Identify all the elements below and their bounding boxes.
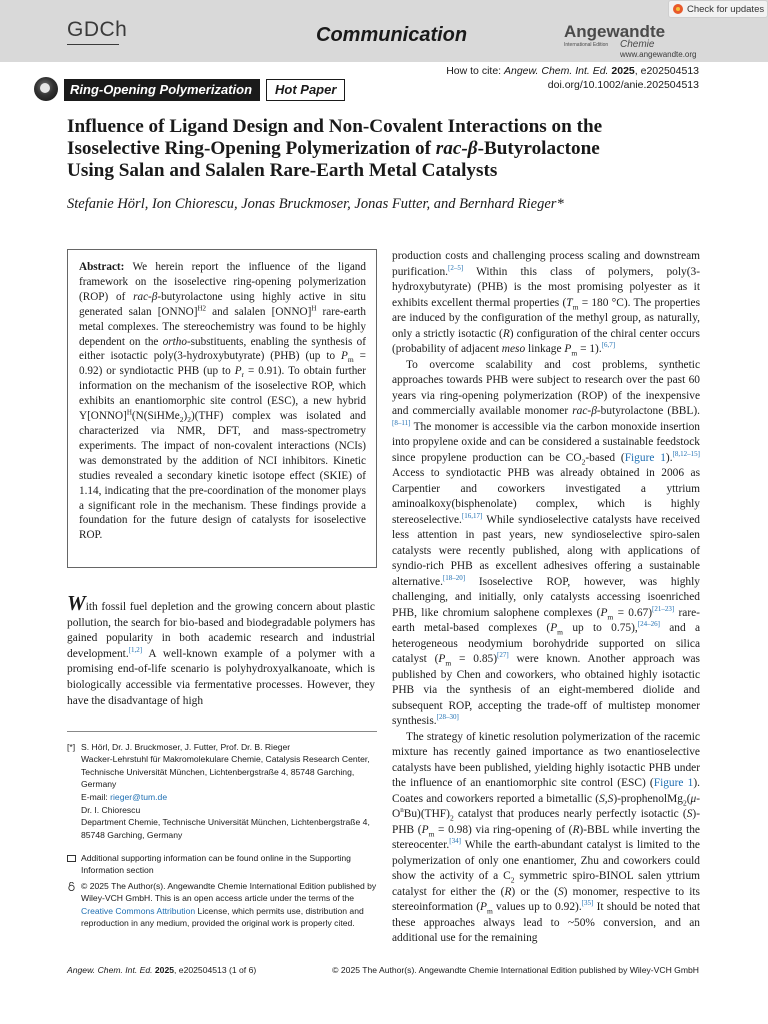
reference-link[interactable]: [34]	[449, 837, 461, 846]
reference-link[interactable]: [24–26]	[637, 620, 660, 629]
body-paragraph-1: production costs and challenging process scaling and downstream purification.[2–5] Within this class of polymers, poly(3-hydroxybutyrate) (PHB) is the most promising polyester as it exhibits excellent thermal properties ($T_m = 180$ °C). The properties are induced by the configuration of the methyl group, as naturally, only a strictly isotactic (R) configuration of the chiral center occurs (probability of adjacent meso linkage $P_m = 1).[6,7]$	[392, 250, 700, 358]
affiliation-footnote-2: Dr. I. Chiorescu Department Chemie, Technische Universität München, Lichtenbergstraße 4, 85748 Garching, Germany	[81, 805, 370, 840]
society-logo-rule	[67, 44, 119, 45]
topic-tag: Ring-Opening Polymerization	[64, 79, 260, 101]
check-for-updates-button[interactable]	[668, 0, 768, 18]
reference-link[interactable]: [35]	[581, 899, 594, 908]
drop-cap: W	[67, 591, 86, 615]
footnote-divider	[67, 731, 377, 732]
reference-link[interactable]: [27]	[497, 651, 509, 660]
journal-chemie: Chemie	[620, 39, 655, 50]
email-link[interactable]: rieger@tum.de	[110, 791, 168, 802]
journal-name: Angewandte	[564, 22, 666, 41]
cc-license-link[interactable]: Creative Commons Attribution	[81, 905, 196, 916]
reference-link[interactable]: [28–30]	[436, 713, 459, 722]
journal-url[interactable]: www.angewandte.org	[620, 50, 697, 59]
figure-link[interactable]: Figure 1	[653, 777, 694, 789]
article-title: Influence of Ligand Design and Non-Covalent Interactions on the Isoselective Ring-Opening Polymerization of rac-β-Butyrolactone Using Salan and Salalen Rare-Earth Metal Catalysts	[67, 116, 603, 181]
page-footer-citation: Angew. Chem. Int. Ed. 2025, e202504513 (1 of 6)	[67, 965, 257, 975]
abstract-text: Abstract: We herein report the influence of the ligand framework on the isoselective ring-opening polymerization (ROP) of rac-β-butyrolactone using highly active in situ generated salan [ONNO]$^{H2}$ and salalen [ONNO]$^H$ rare-earth metal complexes. The stereochemistry was found to be highly dependent on the ortho-substituents, enabling the synthesis of either isotactic poly(3-hydroxybutyrate) (PHB) (up to $P_m = 0.92$) or syndiotactic PHB (up to $P_r = 0.91$). To obtain further information on the mechanism of the isoselective ROP, which exhibits an enantiomorphic site control (ESC), a new hybrid $Y[ONNO]^H(N(SiHMe_2)_2)(THF)$ complex was isolated and characterized via NMR, DFT, and mass-spectrometry experiments. The impact of non-covalent interactions (NCIs) was demonstrated by the addition of NCI inhibitors. Kinetic studies revealed a secondary kinetic isotope effect (SKIE) of 1.14, indicating that the pre-coordination of the monomer plays a significant role in the mechanism. These findings provide a foundation for the future design of catalysts for isoselective ROP.	[79, 261, 367, 542]
reference-link[interactable]: [8,12–15]	[672, 449, 700, 458]
supporting-info-note: Additional supporting information can be found online in the Supporting Information section	[67, 852, 377, 877]
hot-paper-tag: Hot Paper	[266, 79, 345, 101]
society-logo: GDCh	[67, 18, 128, 41]
reference-link[interactable]: [1,2]	[128, 645, 143, 654]
body-paragraph-2: To overcome scalability and cost problems, synthetic approaches towards PHB were subject to research over the past 60 years via ring-opening polymerization (ROP) of the inexpensive and commercially available monomer rac-β-butyrolactone (BBL).[8–11] The monomer is accessible via the carbon monoxide insertion into propylene oxide and can be considered a sustainable feedstock since propylene production can be $CO_2$-based (Figure 1).[8,12–15] Access to syndiotactic PHB was already obtained in 2006 as Carpentier and coworkers investigated a yttrium aminoalkoxy(bisphenolate) complex, which is highly stereoselective.[16,17] While syndioselective catalysts have received less attention in past years, new syndioselective spiro-salen catalysts were recently published, along with applications of syndio-rich PHB as excellent adhesives offering a sustainable alternative.[18–20] Isoselective ROP, however, was highly challenging, and initially, only catalysts accessing isoenriched PHB, like chromium salophene complexes $(P_m = 0.67)[21-23]$ rare-earth metal-based complexes ($P_m$ up to 0.75),[24–26] and a heterogeneous neodymium borohydride supported on silica catalyst $(P_m = 0.85)[27]$ were known. Another approach was published by Chen and coworkers, who obtained highly isotactic PHB via the synthesis of an eight-membered diolide and subsequent ROP, accepting the trade-off of multistep monomer synthesis.[28–30]	[392, 358, 701, 727]
reference-link[interactable]: [18–20]	[442, 573, 466, 582]
open-access-note: © 2025 The Author(s). Angewandte Chemie International Edition published by Wiley-VCH GmbH. This is an open access article under the terms of the Creative Commons Attribution License, which permits use, distribution and reproduction in any medium, provided the original work is properly cited.	[67, 880, 377, 930]
right-column-body	[392, 249, 700, 947]
page-footer-copyright: © 2025 The Author(s). Angewandte Chemie International Edition published by Wiley-VCH GmbH	[332, 965, 699, 975]
reference-link[interactable]: [21–23]	[652, 604, 675, 613]
monitor-icon	[67, 855, 76, 862]
open-access-icon	[67, 882, 76, 891]
reference-link[interactable]: [2–5]	[448, 263, 464, 272]
journal-edition: International Edition	[564, 42, 609, 48]
intro-paragraph: With fossil fuel depletion and the growing concern about plastic pollution, the search for bio-based and biodegradable polymers has gained popularity in both academic research and industrial development.[1,2] A well-known example of a polymer with a promising end-of-life scenario is polyhydroxyalkanoate, which is biologically accessible via fermentative processes. However, they have the disadvantage of high	[67, 591, 375, 707]
crossmark-icon	[673, 4, 683, 14]
article-type: Communication	[316, 24, 468, 46]
doi-link[interactable]: doi.org/10.1002/anie.202504513	[547, 79, 699, 91]
figure-link[interactable]: Figure 1	[624, 451, 666, 464]
reference-link[interactable]: [16,17]	[461, 511, 483, 520]
reference-link[interactable]: [8–11]	[392, 418, 411, 427]
body-paragraph-3: The strategy of kinetic resolution polymerization of the racemic mixture has recently gained importance as two enantioselective catalysts have been published, yielding highly isotactic PHB under the influence of an enantiomorphic site control (ESC) (Figure 1). Coates and coworkers reported a bimetallic $(S,S)-prophenolMg_2(\mu-O^nBu)(THF)_2$ catalyst that produces nearly perfectly isotactic (S)-PHB $(P_m = 0.98)$ via ring-opening of (R)-BBL while inverting the stereocenter.[34] While the earth-abundant catalyst is limited to the polymerization of only one enantiomer, Zhu and coworkers could show the activity of a $C_2$ symmetric spiro-BINOL salen yttrium catalyst for either the (R) or the (S) monomer, respective to its stereoinformation ($P_m$ values up to 0.92).[35] It should be noted that these approaches always lead to ~50% conversion, and an additional use for the remaining	[392, 730, 700, 944]
how-to-cite: How to cite: Angew. Chem. Int. Ed. 2025, e202504513	[446, 65, 699, 77]
journal-brand	[564, 22, 704, 58]
author-list: Stefanie Hörl, Ion Chiorescu, Jonas Bruckmoser, Jonas Futter, and Bernhard Rieger*	[67, 196, 564, 212]
reference-link[interactable]: [6,7]	[601, 341, 616, 350]
hot-paper-icon	[34, 77, 58, 101]
affiliation-footnote: [*] S. Hörl, Dr. J. Bruckmoser, J. Futter, Prof. Dr. B. Rieger Wacker-Lehrstuhl für Makromolekulare Chemie, Catalysis Research Center, Technische Universität München, Lichtenbergstraße 4, 85748 Garching, Germany E-mail: rieger@tum.de	[67, 742, 370, 802]
check-for-updates-label: Check for updates	[687, 3, 765, 15]
